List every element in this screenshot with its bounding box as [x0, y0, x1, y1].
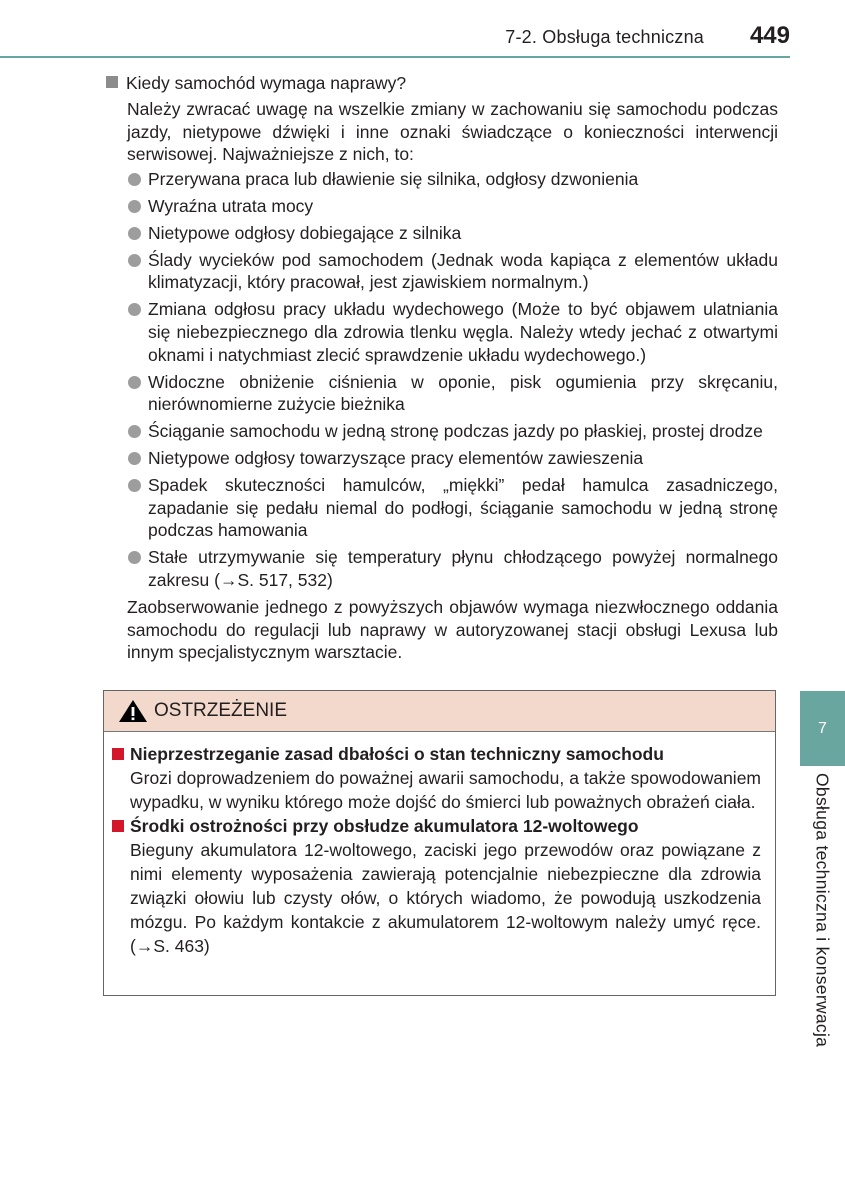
list-item [127, 249, 778, 295]
list-item [127, 168, 778, 191]
list-item [127, 474, 778, 542]
circle-bullet-icon [128, 376, 141, 389]
header-divider [0, 56, 790, 58]
section-title: 7-2. Obsługa techniczna [505, 27, 704, 47]
circle-bullet-icon [128, 254, 141, 267]
page-number: 449 [749, 22, 790, 49]
circle-bullet-icon [128, 200, 141, 213]
list-item-text: Wyraźna utrata mocy [148, 195, 314, 216]
list-item [127, 298, 778, 366]
main-content [106, 72, 778, 664]
list-item [127, 447, 778, 470]
circle-bullet-icon [128, 551, 141, 564]
warning-header [104, 691, 775, 732]
list-item [127, 546, 778, 592]
list-item-text: Nietypowe odgłosy dobiegające z silnika [148, 222, 462, 243]
outro-paragraph: Zaobserwowanie jednego z powyższych objawów wymaga niezwłocznego oddania samochodu do regulacji lub naprawy w autoryzowanej stacji obsługi Lexusa lub innym specjalistycznym warsztacie. [127, 596, 778, 663]
list-item-text: Stałe utrzymywanie się temperatury płynu chłodzącego powyżej normalnego zakresu (→S. 517, 532) [148, 547, 778, 590]
list-item-text: Ślady wycieków pod samochodem (Jednak woda kapiąca z elementów układu klimatyzacji, który pracował, jest zjawiskiem normalnym.) [148, 249, 778, 293]
red-square-bullet-icon [112, 820, 124, 832]
square-bullet-icon [106, 76, 118, 88]
warning-item-title [112, 814, 761, 838]
warning-item-text: Bieguny akumulatora 12-woltowego, zaciski jego przewodów oraz powiązane z nimi elementy wyposażenia zawierają potencjalnie niebezpieczne dla zdrowia związki ołowiu lub czysty ołów, o których wiadomo, że powodują uszkodzenia mózgu. Po każdym kontakcie z akumulatorem 12-woltowym należy umyć ręce. (→S. 463) [130, 840, 761, 956]
list-item-text: Nietypowe odgłosy towarzyszące pracy elementów zawieszenia [148, 447, 644, 468]
warning-item-title-text: Nieprzestrzeganie zasad dbałości o stan techniczny samochodu [130, 744, 664, 764]
circle-bullet-icon [128, 173, 141, 186]
circle-bullet-icon [128, 227, 141, 240]
list-item-text: Przerywana praca lub dławienie się silnika, odgłosy dzwonienia [148, 169, 639, 190]
warning-triangle-icon [118, 699, 148, 723]
list-item [127, 371, 778, 417]
circle-bullet-icon [128, 452, 141, 465]
list-item [127, 195, 778, 218]
list-item-text: Zmiana odgłosu pracy układu wydechowego (Może to być objawem ulatniania się niebezpiecznego dla zdrowia tlenku węgla. Należy wtedy jechać z otwartymi oknami i natychmiast zlecić sprawdzenie układu wydechowego.) [148, 299, 778, 365]
section-heading [106, 72, 778, 95]
warning-body [104, 732, 775, 958]
warning-label: OSTRZEŻENIE [154, 700, 288, 721]
red-square-bullet-icon [112, 748, 124, 760]
list-item-text: Widoczne obniżenie ciśnienia w oponie, pisk ogumienia przy skręcaniu, nierównomierne zużycie bieżnika [148, 371, 778, 415]
circle-bullet-icon [128, 479, 141, 492]
intro-paragraph: Należy zwracać uwagę na wszelkie zmiany w zachowaniu się samochodu podczas jazdy, nietypowe dźwięki i inne oznaki świadczące o konieczności interwencji serwisowej. Najważniejsze z nich, to: [127, 98, 778, 165]
list-item [127, 420, 778, 443]
symptom-list [127, 168, 778, 592]
circle-bullet-icon [128, 303, 141, 316]
circle-bullet-icon [128, 425, 141, 438]
warning-item-title [112, 742, 761, 766]
chapter-title-vertical: Obsługa techniczna i konserwacja [812, 773, 833, 1048]
list-item-text: Ściąganie samochodu w jedną stronę podczas jazdy po płaskiej, prostej drodze [148, 421, 763, 442]
section-heading-text: Kiedy samochód wymaga naprawy? [126, 73, 407, 93]
chapter-tab: 7 [800, 691, 845, 766]
list-item [127, 222, 778, 245]
warning-item-text: Grozi doprowadzeniem do poważnej awarii samochodu, a także spowodowaniem wypadku, w wyniku którego może dojść do śmierci lub poważnych obrażeń ciała. [130, 768, 761, 812]
warning-item-title-text: Środki ostrożności przy obsłudze akumulatora 12-woltowego [130, 816, 639, 836]
warning-box [103, 690, 776, 996]
list-item-text: Spadek skuteczności hamulców, „miękki” pedał hamulca zasadniczego, zapadanie się pedału niemal do podłogi, ściąganie samochodu w jedną stronę podczas hamowania [148, 474, 778, 541]
